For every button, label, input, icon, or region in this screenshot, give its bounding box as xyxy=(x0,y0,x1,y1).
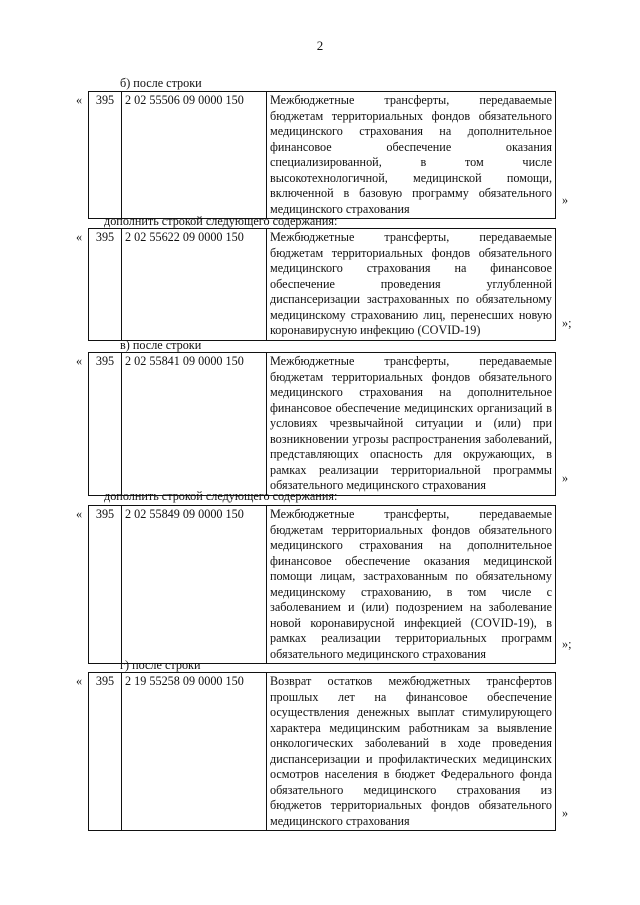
page-number: 2 xyxy=(316,38,324,53)
budget-code-cell: 2 02 55506 09 0000 150 xyxy=(122,92,267,219)
opening-quote: « xyxy=(76,93,83,107)
closing-quote: » xyxy=(562,471,569,485)
closing-quote: »; xyxy=(562,637,572,651)
caption-add-line: дополнить строкой следующего содержания: xyxy=(104,489,338,503)
description-cell: Межбюджетные трансферты, передаваемые бюджетам территориальных фондов обязательного медицинского страхования на дополнительное финансовое обеспечение оказания медицинской помощи лицам, застрахованным по обязательному медицинскому страхованию, в том числе с заболеванием и (или) подозрением на заболевание новой коронавирусной инфекцией (COVID-19), в рамках реализации территориальных программ обязательного медицинского страхования xyxy=(267,506,556,664)
budget-code-cell: 2 02 55849 09 0000 150 xyxy=(122,506,267,664)
description-cell: Межбюджетные трансферты, передаваемые бюджетам территориальных фондов обязательного медицинского страхования на дополнительное финансовое обеспечение оказания специализированной, в том числе высокотехнологичной, медицинской помощи, включенной в базовую программу обязательного медицинского страхования xyxy=(267,92,556,219)
table-row-v xyxy=(88,352,556,496)
admin-code-cell: 395 xyxy=(89,229,122,341)
table-row-b xyxy=(88,91,556,219)
table-row-new-1 xyxy=(88,228,556,341)
closing-quote: »; xyxy=(562,316,572,330)
description-cell: Межбюджетные трансферты, передаваемые бюджетам территориальных фондов обязательного медицинского страхования на дополнительное финансовое обеспечение медицинских организаций в условиях чрезвычайной ситуации и (или) при возникновении угрозы распространения заболеваний, представляющих опасность для окружающих, в рамках реализации территориальной программы обязательного медицинского страхования xyxy=(267,353,556,496)
admin-code-cell: 395 xyxy=(89,353,122,496)
admin-code-cell: 395 xyxy=(89,506,122,664)
table-row-g xyxy=(88,672,556,831)
admin-code-cell: 395 xyxy=(89,673,122,831)
caption-v: в) после строки xyxy=(120,338,202,352)
caption-b: б) после строки xyxy=(120,76,202,90)
closing-quote: » xyxy=(562,193,569,207)
opening-quote: « xyxy=(76,230,83,244)
budget-code-cell: 2 02 55841 09 0000 150 xyxy=(122,353,267,496)
table-row-new-2 xyxy=(88,505,556,664)
description-cell: Межбюджетные трансферты, передаваемые бюджетам территориальных фондов обязательного медицинского страхования на финансовое обеспечение проведения углубленной диспансеризации застрахованных по обязательному медицинскому страхованию лиц, перенесших новую коронавирусную инфекцию (COVID-19) xyxy=(267,229,556,341)
opening-quote: « xyxy=(76,674,83,688)
opening-quote: « xyxy=(76,507,83,521)
closing-quote: » xyxy=(562,806,569,820)
caption-add-line: дополнить строкой следующего содержания: xyxy=(104,214,338,228)
caption-g: г) после строки xyxy=(120,658,201,672)
budget-code-cell: 2 02 55622 09 0000 150 xyxy=(122,229,267,341)
description-cell: Возврат остатков межбюджетных трансфертов прошлых лет на финансовое обеспечение осуществления денежных выплат стимулирующего характера медицинским работникам за выявление онкологических заболеваний в ходе проведения диспансеризации и профилактических медицинских осмотров населения в бюджет Федерального фонда обязательного медицинского страхования из бюджетов территориальных фондов обязательного медицинского страхования xyxy=(267,673,556,831)
opening-quote: « xyxy=(76,354,83,368)
budget-code-cell: 2 19 55258 09 0000 150 xyxy=(122,673,267,831)
admin-code-cell: 395 xyxy=(89,92,122,219)
